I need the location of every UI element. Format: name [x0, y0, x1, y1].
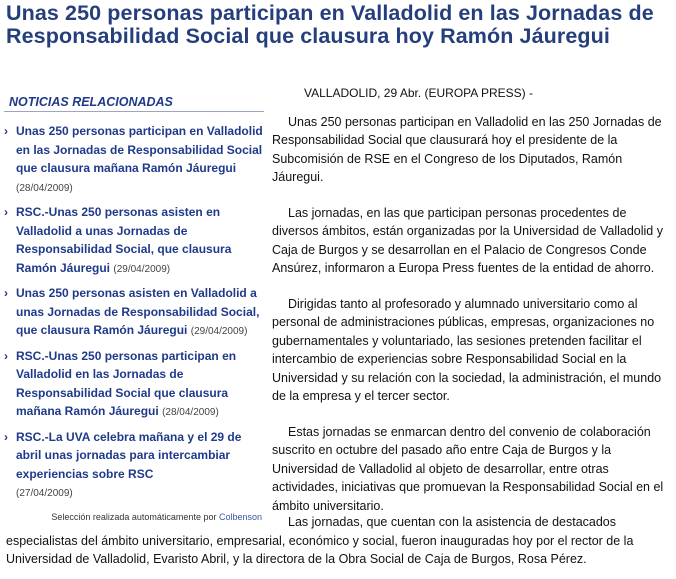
related-news-item[interactable] — [4, 203, 264, 279]
article-paragraph: Unas 250 personas participan en Valladolid en las 250 Jornadas de Responsabilidad Social que clausurará hoy el presidente de la Subcomisión de RSE en el Congreso de los Diputados, Ramón Jáuregui. — [272, 114, 662, 184]
related-news-list — [4, 122, 264, 504]
final-paragraph-line: Universidad de Valladolid, Evaristo Abril, y la directora de la Obra Social de Caja de Burgos, Rosa Pérez. — [6, 552, 587, 566]
article-final-paragraph — [6, 513, 676, 569]
related-news-link[interactable]: RSC.-Unas 250 personas participan en Valladolid en las Jornadas de Responsabilidad Social que clausura mañana Ramón Jáuregui — [16, 348, 237, 418]
credit-text: Selección realizada automáticamente por — [51, 511, 217, 522]
related-news-date: (29/04/2009) — [190, 326, 248, 337]
related-news-link[interactable]: Unas 250 personas asisten en Valladolid a unas Jornadas de Responsabilidad Social, que clausura Ramón Jáuregui — [16, 286, 260, 337]
final-paragraph-line: Las jornadas, que cuentan con la asistencia de destacados — [288, 515, 617, 529]
related-news-item[interactable] — [4, 284, 264, 342]
related-news-item[interactable] — [4, 428, 264, 504]
related-news-link[interactable]: RSC.-La UVA celebra mañana y el 29 de abril unas jornadas para intercambiar experiencias sobre RSC — [16, 429, 242, 481]
related-news-title: NOTICIAS RELACIONADAS — [4, 95, 264, 112]
article-paragraph: Las jornadas, en las que participan personas procedentes de diversos ámbitos, están organizadas por la Universidad de Valladolid y Caja de Burgos y se desarrollan en el Palacio de Congresos Conde Ansúrez, informaron a Europa Press fuentes de la entidad de ahorro. — [272, 205, 663, 275]
article-dateline: VALLADOLID, 29 Abr. (EUROPA PRESS) - — [304, 86, 533, 100]
related-news-link[interactable]: RSC.-Unas 250 personas asisten en Valladolid a unas Jornadas de Responsabilidad Social, que clausura Ramón Jáuregui — [16, 205, 232, 275]
article-paragraph: Estas jornadas se enmarcan dentro del convenio de colaboración suscrito en octubre del pasado año entre Caja de Burgos y la Universidad de Valladolid al objeto de desarrollar, entre otras actividades, iniciativas que promuevan la Responsabilidad Social en el ámbito universitario. — [272, 424, 664, 513]
chevron-right-icon: › — [4, 124, 8, 138]
related-news-item[interactable] — [4, 122, 264, 198]
article-body — [272, 84, 676, 532]
related-news-date: (28/04/2009) — [162, 407, 219, 418]
related-news-link[interactable]: Unas 250 personas participan en Valladolid en las Jornadas de Responsabilidad Social que clausura mañana Ramón Jáuregui — [16, 124, 263, 175]
related-news-date: (28/04/2009) — [16, 182, 73, 194]
chevron-right-icon: › — [4, 348, 8, 363]
related-news-date: (27/04/2009) — [16, 488, 73, 499]
related-news-date: (29/04/2009) — [113, 263, 171, 275]
related-news-sidebar — [4, 95, 264, 522]
credit-link[interactable]: Colbenson — [218, 511, 262, 522]
chevron-right-icon: › — [4, 429, 8, 444]
chevron-right-icon: › — [4, 286, 8, 300]
chevron-right-icon: › — [4, 205, 8, 219]
final-paragraph-line: especialistas del ámbito universitario, empresarial, económico y social, fueron inauguradas hoy por el rector de la — [6, 533, 634, 548]
article-headline: Unas 250 personas participan en Valladolid en las Jornadas de Responsabilidad Social que clausura hoy Ramón Jáuregui — [6, 1, 654, 48]
related-news-item[interactable] — [4, 347, 264, 423]
article-paragraph: Dirigidas tanto al profesorado y alumnado universitario como al personal de administraciones públicas, empresas, organizaciones no gubernamentales y voluntariado, las sesiones pretenden facilitar el intercambio de experiencias sobre Responsabilidad Social en la Universidad y su relación con la sociedad, la administración, el mundo de la empresa y el tercer sector. — [272, 296, 662, 403]
